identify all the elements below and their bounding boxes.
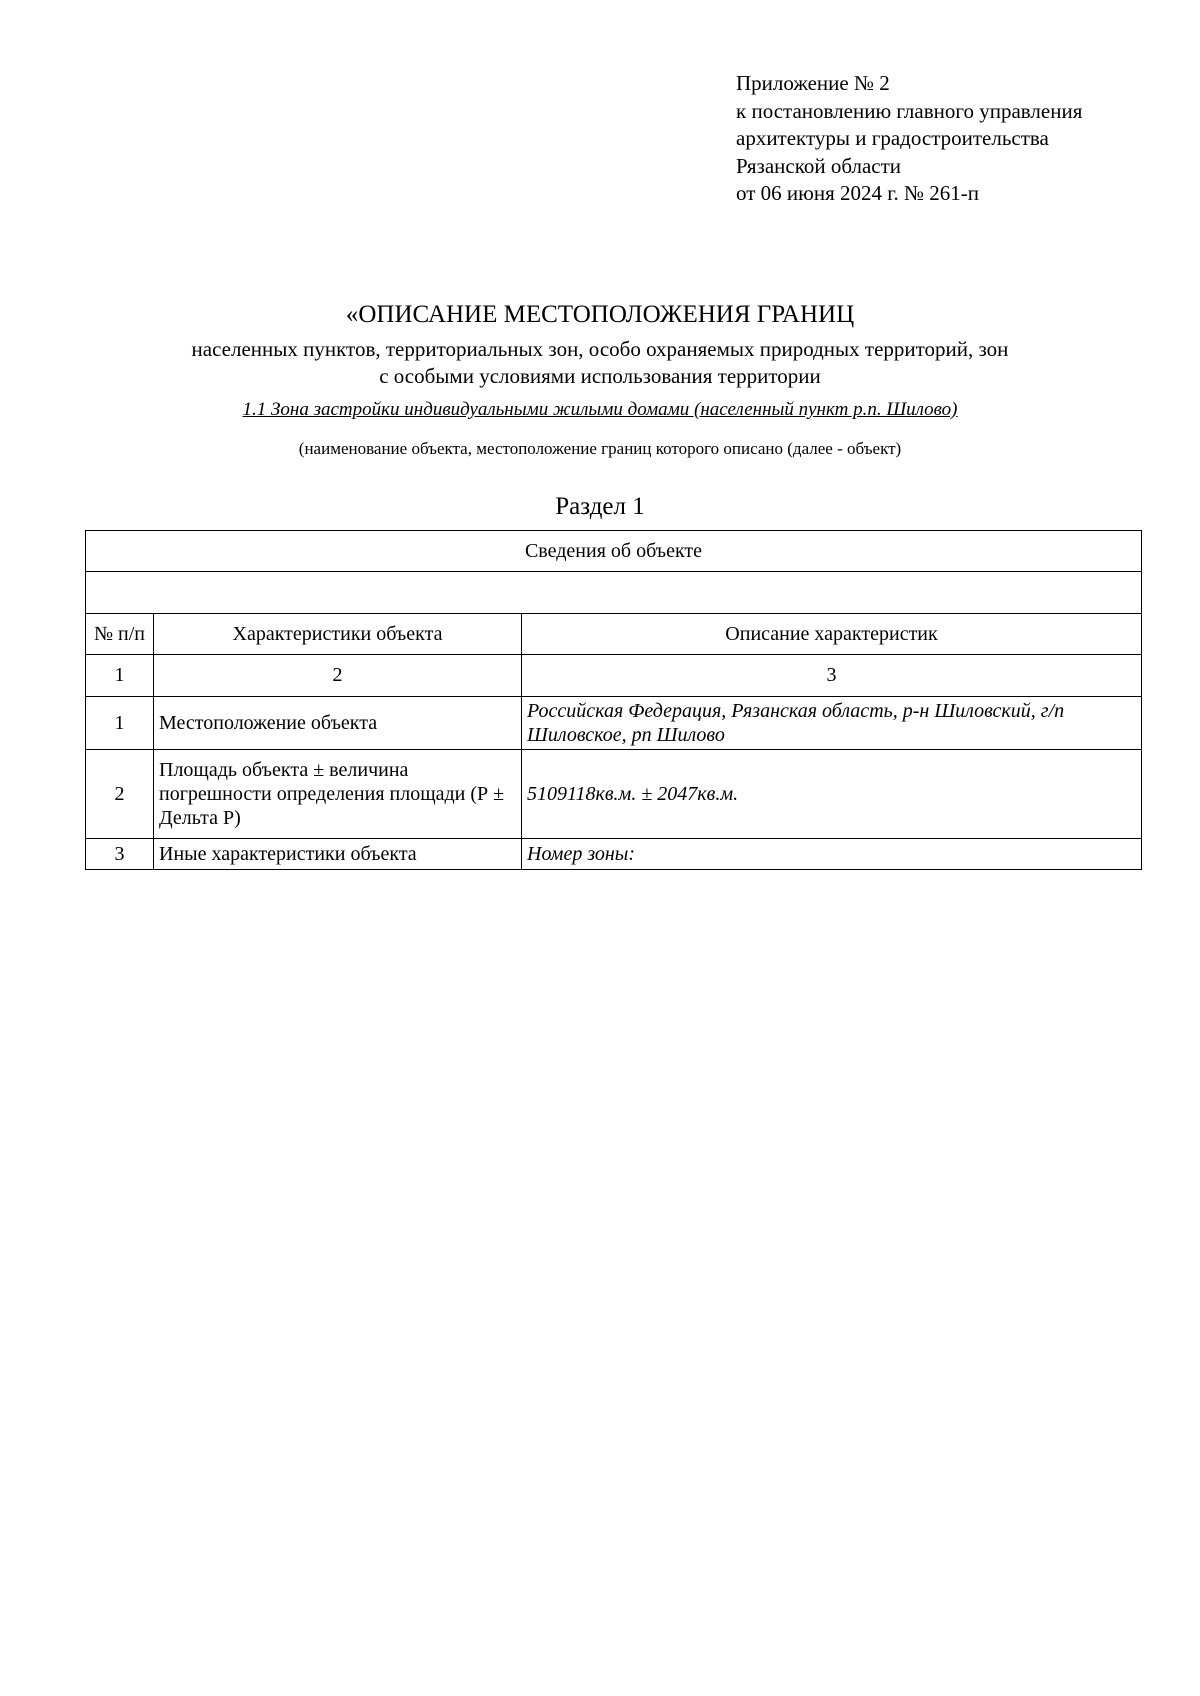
section-heading: Раздел 1 — [555, 493, 645, 520]
row-number: 3 — [86, 839, 154, 870]
col-header-characteristic: Характеристики объекта — [154, 614, 522, 655]
document-title: «ОПИСАНИЕ МЕСТОПОЛОЖЕНИЯ ГРАНИЦ — [345, 301, 855, 328]
table-row — [86, 839, 1142, 870]
row-characteristic: Иные характеристики объекта — [154, 839, 522, 870]
table-header: Сведения об объекте — [86, 531, 1142, 572]
appendix-line: от 06 июня 2024 г. № 261-п — [736, 181, 979, 205]
object-caption: (наименование объекта, местоположение границ которого описано (далее - объект) — [298, 439, 902, 458]
row-number: 1 — [86, 697, 154, 750]
table-row — [86, 697, 1142, 750]
object-name — [0, 398, 1200, 422]
document-subtitle-line1: населенных пунктов, территориальных зон, особо охраняемых природных территорий, зон — [191, 337, 1009, 361]
row-description: Номер зоны: — [522, 839, 1142, 870]
document-subtitle-line2: с особыми условиями использования территории — [379, 364, 821, 388]
object-name-text: 1.1 Зона застройки индивидуальными жилыми домами (населенный пункт р.п. Шилово) — [242, 399, 958, 420]
appendix-block — [736, 70, 1082, 208]
appendix-line: архитектуры и градостроительства — [736, 126, 1049, 150]
row-number: 2 — [86, 750, 154, 839]
col-number: 2 — [154, 655, 522, 697]
col-header-description: Описание характеристик — [522, 614, 1142, 655]
appendix-line: Приложение № 2 — [736, 71, 890, 95]
appendix-line: Рязанской области — [736, 153, 902, 178]
table-blank-row — [86, 572, 1142, 614]
col-number: 1 — [86, 655, 154, 697]
row-description: Российская Федерация, Рязанская область, р-н Шиловский, г/п Шиловское, рп Шилово — [522, 697, 1142, 750]
object-info-table — [85, 530, 1142, 870]
col-number: 3 — [522, 655, 1142, 697]
row-description: 5109118кв.м. ± 2047кв.м. — [522, 750, 1142, 839]
appendix-line: к постановлению главного управления — [736, 98, 1083, 123]
row-characteristic: Площадь объекта ± величина погрешности определения площади (Р ± Дельта Р) — [154, 750, 522, 839]
col-header-num: № п/п — [86, 614, 154, 655]
table-row — [86, 750, 1142, 839]
row-characteristic: Местоположение объекта — [154, 697, 522, 750]
